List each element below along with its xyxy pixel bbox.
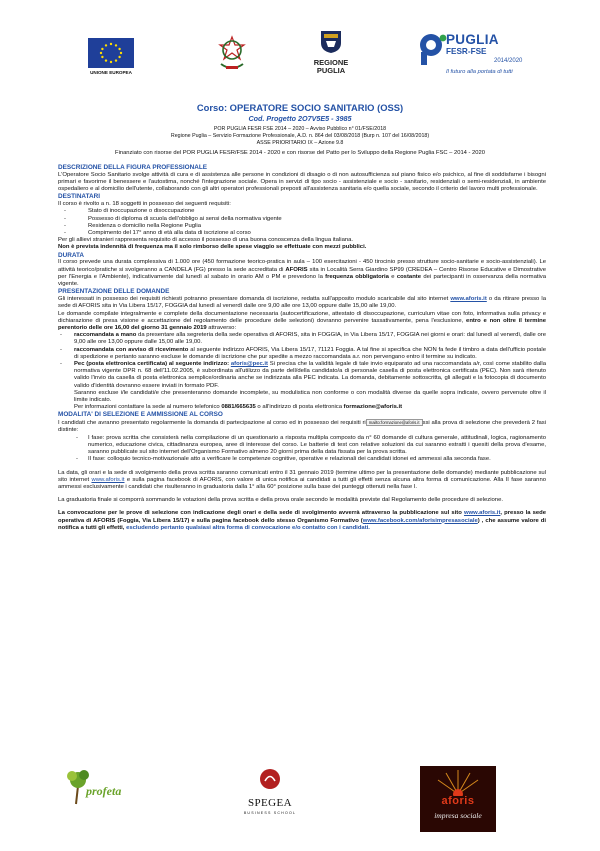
list-item: - I fase: prova scritta che consisterà nella compilazione di un questionario a risposta multipla composto da n° 60 domande di cultura generale, attitudinali, logica, ragionamento numerico, educazione civica, cittadinanza europea, aree di interesse del corso. Le batterie di test con relative soluzioni da cui saranno estratti i quesiti della prova d'esame, saranno pubblicate sul sito internet dell'Organismo Formativo almeno 20 giorni prima della data fissata per la prova scritta. <box>88 435 546 457</box>
graduatoria-text: La graduatoria finale si comporrà sommando le votazioni della prova scritta e della prova orale secondo le modalità previste dal Regolamento delle procedure di selezione. <box>58 497 503 504</box>
puglia-line2: PUGLIA <box>316 66 346 76</box>
aforis-logo <box>420 766 496 832</box>
aforis-website-link[interactable]: www.aforis.it <box>463 510 501 517</box>
aforis-website-link[interactable]: www.aforis.it <box>91 476 125 483</box>
puglia-shield-icon <box>302 30 360 54</box>
funding-line: Finanziato con risorse del POR PUGLIA FESR/FSE 2014 - 2020 e con risorse del Patto per lo Sviluppo della Regione Puglia FSC – 2014 - 2020 <box>115 150 485 156</box>
presentazione-text: Gli interessati in possesso dei requisiti richiesti potranno presentare domanda di iscrizione, redatta sull'apposito modulo scaricabile dal sito internet www.aforis.it o da ritirare presso la sede di AFORIS sita in Via Libera 15/17, FOGGIA dal lunedì al venerdì dalle ore 9,00 alle ore 13,00 oppure dalle 15,00 alle 19,00. <box>58 296 546 310</box>
spegea-emblem-icon <box>259 768 281 790</box>
profeta-logo <box>62 766 136 806</box>
esclusione-text: Saranno escluse i/le candidati/e che presenteranno domande incomplete, su modulistica non conforme o con modalità diverse da quelle sopra indicate, ovvero pervenute oltre il limite indicato. <box>74 389 546 403</box>
list-item: - Residenza o domicilio nella Regione Puglia <box>88 223 546 230</box>
pec-email-link[interactable]: aforis@pec.it <box>230 360 268 367</box>
heading-destinatari: DESTINATARI <box>58 193 101 201</box>
fesr-line2: FESR-FSE <box>446 47 487 56</box>
fesr-line1: PUGLIA <box>446 32 499 47</box>
modalita-text: I candidati che avranno presentato regolarmente la domanda di partecipazione al corso ed in possesso dei requisiti ri mailto:formazione@aforis.it ssi alla prova di selezione che prevederà 2 fasi distinte: <box>58 420 546 434</box>
puglia-line1: REGIONE <box>313 58 349 68</box>
aforis-sunburst-icon <box>420 768 496 796</box>
aforis-name: aforis <box>441 795 475 807</box>
heading-presentazione: PRESENTAZIONE DELLE DOMANDE <box>58 288 170 296</box>
header-logos <box>0 28 600 88</box>
durata-text: Il corso prevede una durata complessiva di 1.000 ore (450 formazione teorico-pratica in aula – 100 esercitazioni - 450 tirocinio presso strutture socio-sanitarie e socio-assistenziali). Le attività teorico/pratiche si svolgeranno a CANDELA (FG) presso la sede accreditata di AFORIS sita in Località Serra Giardino SP99 (CREDEA – Centro Risorse Educative e Dimostrative per l'Energia e l'Ambiente), indicativamente dal lunedì al sabato in orario AM o PM e prevedono la frequenza obbligatoria e costante dei partecipanti in osservanza della normativa vigente. <box>58 259 547 288</box>
puglia-fesr-fse-logo <box>418 28 548 86</box>
convocazione-text: La convocazione per le prove di selezione con indicazione degli orari e della sede di svolgimento avverrà attraverso la pubblicazione sul sito www.aforis.it, presso la sede operativa di AFORIS (Foggia, Via Libera 15/17) e sulla pagina facebook dello stesso Organismo Formativo (www.facebook.com/aforisimpresasociale) , che assume valore di notifica a tutti gli effetti, escludendo pertanto qualsiasi altra forma di convocazione e/o contatto con i candidati. <box>58 510 547 531</box>
list-item: - Possesso di diploma di scuola dell'obbligo ai sensi della normativa vigente <box>88 216 546 223</box>
eu-flag-icon <box>88 38 134 68</box>
spegea-subtitle: BUSINESS SCHOOL <box>243 810 297 815</box>
fasi-list <box>58 435 546 464</box>
domande-text: Le domande compilate integralmente e complete della documentazione necessaria (autocertificazione, attestato di disoccupazione, curriculum vitae con foto, informativa sulla privacy e dichiarazione di presa visione e accettazione del regolamento delle procedure delle selezioni) dovranno pervenire tassativamente, pena l'esclusione, entro e non oltre il termine perentorio delle ore 16,00 del giorno 31 gennaio 2019 attraverso: <box>58 310 546 331</box>
heading-durata: DURATA <box>58 251 85 259</box>
list-item: - Pec (posta elettronica certificata) al seguente indirizzo: aforis@pec.it Si precisa che la validità legale di tale invio equiparato ad una raccomandata a/r, così come stabilito dalla normativa vigente DPR n. 68 dell'11.02.2005, è subordinata all'utilizzo da parte dell/della candidato/a di personale casella di posta elettronica certificata (PEC). Non sarà ritenuto valido l'invio da casella di posta elettronica semplice/ordinaria anche se indirizzata alla PEC indicata. La domanda, debitamente sottoscritta, gli allegati e la fotocopia di documento valido d'identità dovranno essere inviati in formato PDF. Saranno escluse i/le candidati/e che presenteranno domande incomplete, su modulistica non conforme o con modalità diverse da quelle sopra indicate, ovvero pervenute oltre il limite indicato. Per informazioni contattare la sede al numero telefonico 0881/665635 o all'indirizzo di posta elettronica formazione@aforis.it <box>74 361 546 411</box>
fesr-tagline: Il futuro alla portata di tutti <box>446 69 513 75</box>
profeta-name: profeta <box>86 784 122 798</box>
fesr-years: 2014/2020 <box>494 58 523 64</box>
heading-modalita: MODALITA' DI SELEZIONE E AMMISSIONE AL CORSO <box>58 411 223 419</box>
stranieri-text: Per gli allievi stranieri rappresenta requisito di accesso il possesso di una buona conoscenza della lingua italiana. <box>58 237 354 244</box>
mailto-tooltip: mailto:formazione@aforis.it <box>366 419 423 426</box>
list-item: - II fase: colloquio tecnico-motivazionale atto a verificare le competenze cognitive, operative e relazionali dei candidati idonei ed ammessi alla seconda fase. <box>88 456 546 463</box>
facebook-link[interactable]: www.facebook.com/aforisimpresasociale <box>362 517 478 524</box>
axis-line: ASSE PRIORITARIO IX – Azione 9.8 <box>256 140 344 146</box>
heading-descrizione: DESCRIZIONE DELLA FIGURA PROFESSIONALE <box>58 164 208 171</box>
date-text: La data, gli orari e la sede di svolgimento della prova scritta saranno comunicati entro il 31 gennaio 2019 (termine ultimo per la presentazione delle domande) mediante pubblicazione sul sito internet www.aforis.it e sulla pagina facebook di AFORIS, con valore di unica notifica ai candidati a tutti gli effetti senza alcuna altra forma di comunicazione. Alla II fase saranno ammessi esclusivamente i candidati che risulteranno in graduatoria dalla 1° alla 60° posizione sulla base dei punteggi ottenuti nella fase I. <box>58 469 546 490</box>
spegea-name: SPEGEA <box>248 797 292 810</box>
requisiti-list <box>58 208 546 237</box>
list-item: - Stato di inoccupazione o disoccupazione <box>88 208 546 215</box>
info-text: Per informazioni contattare la sede al numero telefonico 0881/665635 o all'indirizzo di posta elettronica formazione@aforis.it <box>74 404 403 411</box>
course-title: Corso: OPERATORE SOCIO SANITARIO (OSS) <box>196 102 404 113</box>
italian-republic-emblem-icon <box>215 34 249 74</box>
eu-caption: UNIONE EUROPEA <box>90 70 132 75</box>
destinatari-intro: Il corso è rivolto a n. 18 soggetti in possesso dei seguenti requisiti: <box>58 201 231 208</box>
authority-line: Regione Puglia – Servizio Formazione Professionale, A.D. n. 864 del 03/08/2018 (Burp n. 107 del 16/08/2018) <box>170 133 430 139</box>
regione-puglia-logo <box>302 30 360 75</box>
program-line: POR PUGLIA FESR FSE 2014 – 2020 – Avviso Pubblico n° 01/FSE/2018 <box>213 126 387 132</box>
list-item: - raccomandata con avviso di ricevimento al seguente indirizzo AFORIS, Via Libera 15/17, 71121 Foggia. A tal fine si specifica che NON fa fede il timbro a data dell'ufficio postale di spedizione e pertanto saranno escluse le domande di iscrizione che pur spedite a mezzo raccomandata a.r. non pervengano entro il termine su indicato. <box>74 347 546 361</box>
list-item: - raccomandata a mano da presentare alla segreteria della sede operativa di AFORIS, sita in FOGGIA, in Via Libera 15/17, FOGGIA nei giorni e orari: dal lunedì al venerdì, dalle ore 9,00 alle ore 13,00 oppure dalle 15,00 alle 19,00. <box>74 332 546 346</box>
descrizione-text: L'Operatore Socio Sanitario svolge attività di cura e di assistenza alle persone in condizioni di disagio o di non autosufficienza sul piano fisico e/o psichico, al fine di soddisfarne i bisogni primari e favorirne il benessere e l'autostima, nonché l'integrazione sociale. Opera in servizi di tipo socio - assistenziale e socio - sanitario, residenziali o semi-residenziali, in ambiente ospedaliero e al domicilio dell'utente, collaborando con gli altri operatori professionali preposti all'assistenza sanitaria e/o quella sociale, secondo il criterio del lavoro multi professionale. <box>58 171 546 193</box>
aforis-website-link[interactable]: www.aforis.it <box>450 296 487 303</box>
indennita-text: Non è prevista indennità di frequenza ma il solo rimborso delle spese viaggio se effettuate con mezzi pubblici. <box>58 244 367 251</box>
fesr-mark-icon <box>418 32 448 66</box>
body-content <box>58 164 546 532</box>
aforis-subtitle: impresa sociale <box>434 811 482 820</box>
spegea-logo <box>240 768 300 815</box>
invio-options-list <box>58 332 546 411</box>
eu-logo <box>88 38 134 76</box>
list-item: - Compimento del 17° anno di età alla data di iscrizione al corso <box>88 230 546 237</box>
project-code: Cod. Progetto 2O7V5E5 - 3985 <box>248 114 352 123</box>
